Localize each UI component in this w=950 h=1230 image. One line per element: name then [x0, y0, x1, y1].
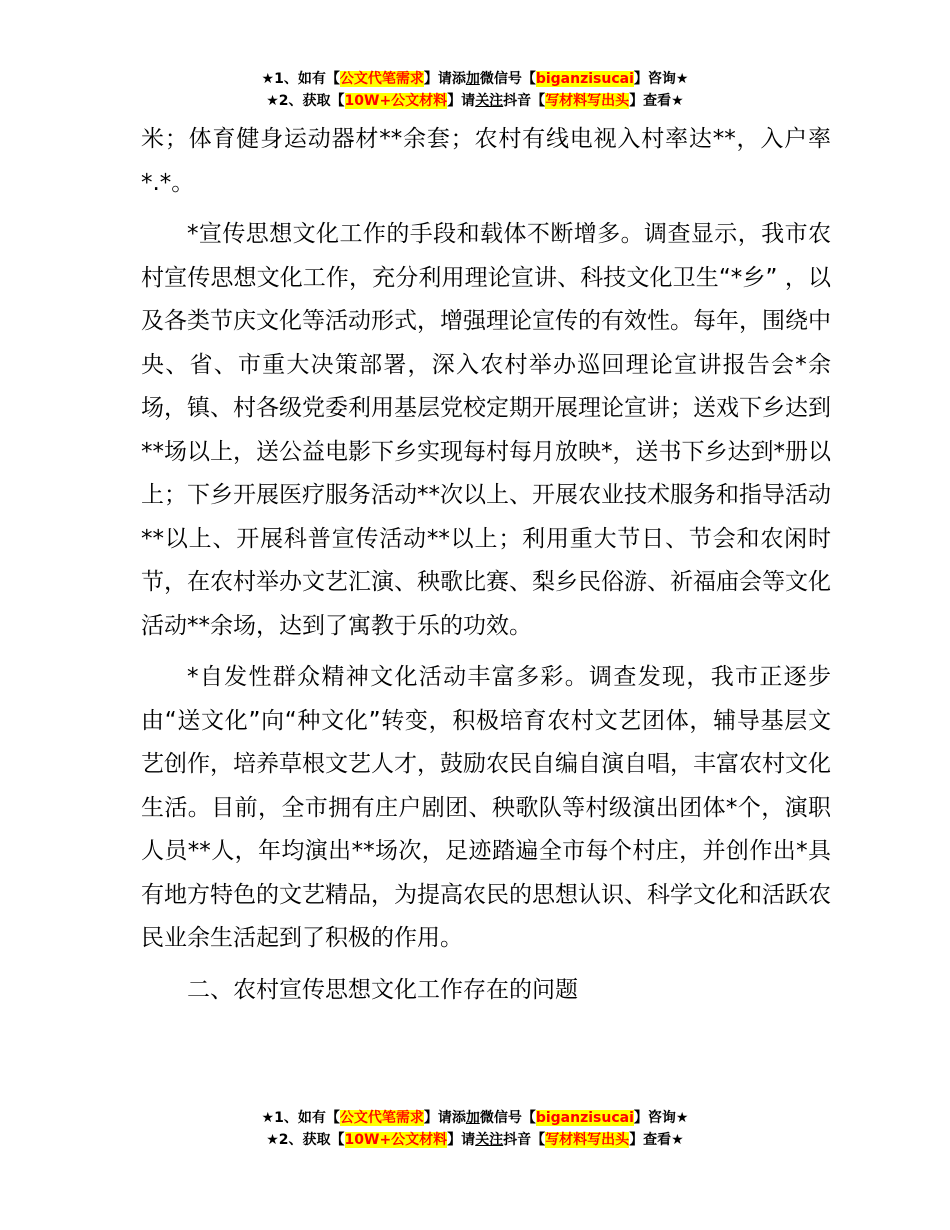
promo-highlight-materials: 10W+公文材料: [344, 1132, 448, 1148]
promo-line-1-mid2: 微信号【: [479, 71, 536, 87]
promo-line-1-prefix: ★1、如有【: [261, 71, 340, 87]
promo-highlight-materials: 10W+公文材料: [344, 93, 448, 109]
promo-highlight-wechat-id: biganzisucai: [535, 71, 634, 87]
promo-line-1: [0, 1107, 950, 1129]
promo-line-2-suffix: 】查看★: [629, 93, 684, 109]
promo-line-2-underlined: 关注: [475, 1132, 504, 1148]
promo-line-1-mid: 】请添: [423, 1110, 466, 1126]
promo-line-2: [0, 90, 950, 112]
promo-line-2-suffix: 】查看★: [629, 1132, 684, 1148]
promo-line-1-mid2: 微信号【: [479, 1110, 536, 1126]
promo-line-1: [0, 68, 950, 90]
document-body: [141, 118, 831, 1012]
promo-line-2-mid: 】请: [447, 1132, 476, 1148]
paragraph-continuation: 米；体育健身运动器材**余套；农村有线电视入村率达**，入户率*.*。: [141, 126, 831, 196]
promo-line-2: [0, 1129, 950, 1151]
promo-line-2-prefix: ★2、获取【: [266, 1132, 345, 1148]
promo-line-1-suffix: 】咨询★: [633, 71, 689, 87]
promo-line-2-mid2: 抖音【: [503, 93, 546, 109]
section-heading-problems: 二、农村宣传思想文化工作存在的问题: [187, 976, 578, 1003]
promo-line-1-suffix: 】咨询★: [633, 1110, 689, 1126]
promo-line-1-underlined: 加: [465, 1110, 480, 1126]
promo-highlight-wechat-id: biganzisucai: [535, 1110, 634, 1126]
promo-line-1-prefix: ★1、如有【: [261, 1110, 340, 1126]
promo-line-2-underlined: 关注: [475, 93, 504, 109]
promo-highlight-service: 公文代笔需求: [339, 71, 424, 87]
promo-line-2-mid2: 抖音【: [503, 1132, 546, 1148]
paragraph-spontaneous-activities: *自发性群众精神文化活动丰富多彩。调查发现，我市正逐步由“送文化”向“种文化”转变，积极培育农村文艺团体，辅导基层文艺创作，培养草根文艺人才，鼓励农民自编自演自唱，丰富农村文化生活。目前，全市拥有庄户剧团、秧歌队等村级演出团体*个，演职人员**人，年均演出**场次，足迹踏遍全市每个村庄，并创作出*具有地方特色的文艺精品，为提高农民的思想认识、科学文化和活跃农民业余生活起到了积极的作用。: [141, 664, 831, 951]
paragraph-propaganda-means: *宣传思想文化工作的手段和载体不断增多。调查显示，我市农村宣传思想文化工作，充分利用理论宣讲、科技文化卫生“*乡” ，以及各类节庆文化等活动形式，增强理论宣传的有效性。每年，围绕中央、省、市重大决策部署，深入农村举办巡回理论宣讲报告会*余场，镇、村各级党委利用基层党校定期开展理论宣讲；送戏下乡达到**场以上，送公益电影下乡实现每村每月放映*，送书下乡达到*册以上；下乡开展医疗服务活动**次以上、开展农业技术服务和指导活动**以上、开展科普宣传活动**以上；利用重大节日、节会和农闲时节，在农村举办文艺汇演、秧歌比赛、梨乡民俗游、祈福庙会等文化活动**余场，达到了寓教于乐的功效。: [141, 221, 831, 639]
promo-line-1-underlined: 加: [465, 71, 480, 87]
promo-highlight-douyin: 写材料写出头: [545, 1132, 630, 1148]
promo-highlight-service: 公文代笔需求: [339, 1110, 424, 1126]
promo-line-1-mid: 】请添: [423, 71, 466, 87]
footer-promo-banner: [0, 1107, 950, 1151]
promo-line-2-mid: 】请: [447, 93, 476, 109]
promo-line-2-prefix: ★2、获取【: [266, 93, 345, 109]
promo-highlight-douyin: 写材料写出头: [545, 93, 630, 109]
header-promo-banner: [0, 68, 950, 112]
